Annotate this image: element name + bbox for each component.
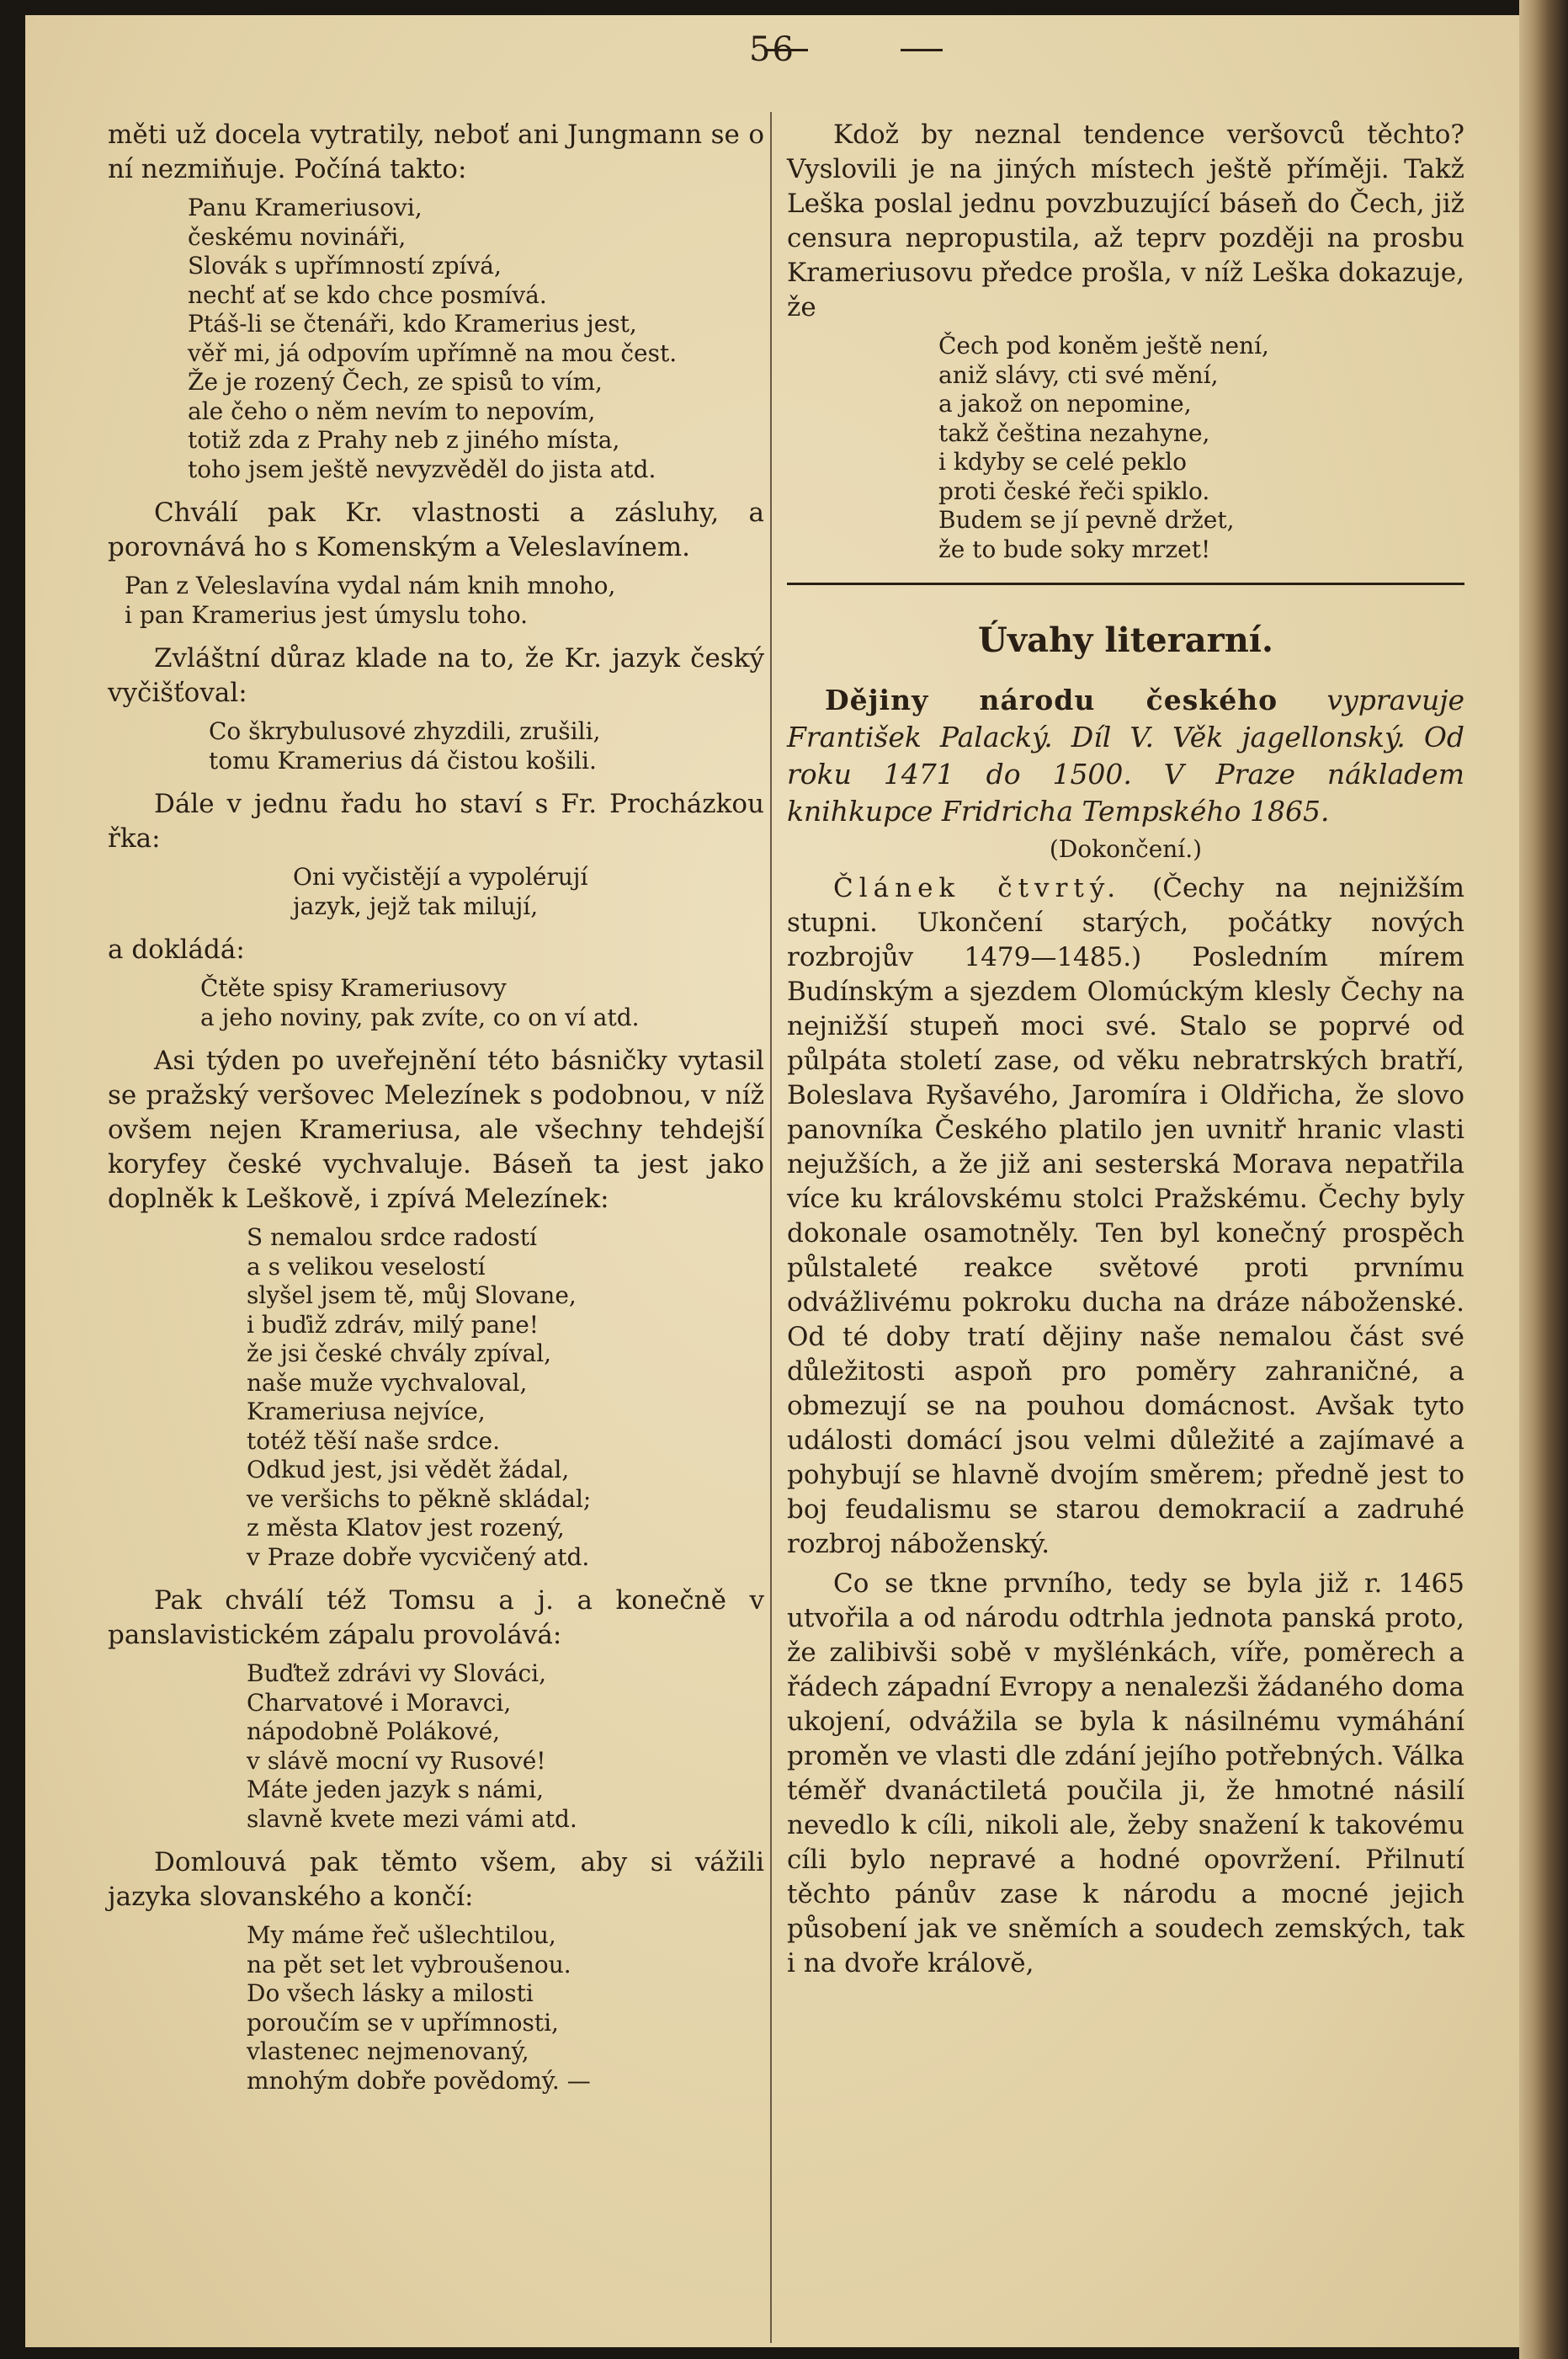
poem-line: i pan Kramerius jest úmyslu toho.: [125, 600, 529, 629]
page-number: 56: [749, 30, 795, 69]
poem-line: českému novináři,: [188, 222, 407, 251]
poem-line: Co škrybulusové zhyzdili, zrušili,: [209, 717, 601, 745]
paragraph-text: (Čechy na nejnižším stupni. Ukončení starých, počátky nových rozbrojův 1479—1485.) Posledním mírem Budínským a sjezdem Olomúckým klesly Čechy na nejnižší stupeň moci své. Stalo se poprvé od půlpáta století zase, od věku nebratrských bratří, Boleslava Ryšavého, Jaromíra i Oldřicha, že slovo panovníka Českého platilo jen uvnitř hranic vlasti nejužších, a že již ani sesterská Morava nepatřila více ku královskému stolci Pražskému. Čechy byly dokonale osamotněly. Ten byl konečný prospěch půlstaleté reakce světové proti prvnímu odvážlivému pokroku ducha na dráze náboženské. Od té doby tratí dějiny naše nemalou část své důležitosti aspoň pro poměry zahraničné, a obmezují se na pouhou domácnost. Avšak tyto události domácí jsou velmi důležité a zajímavé a pohybují se hlavně dvojím směrem; předně jest to boj feudalismu se starou demokracií a zadruhé rozbroj náboženský.: [787, 873, 1464, 1559]
poem-line: a s velikou veselostí: [247, 1252, 486, 1281]
poem-line: toho jsem ještě nevyzvěděl do jista atd.: [188, 455, 656, 483]
poem-line: nápodobně Polákové,: [247, 1717, 501, 1745]
page-edge-shadow: [1519, 0, 1568, 2359]
section-separator: [787, 583, 1464, 585]
poem-line: v Praze dobře vycvičený atd.: [247, 1542, 590, 1571]
paragraph: měti už docela vytratily, neboť ani Jungmann se o ní nezmiňuje. Počíná takto:: [108, 120, 764, 184]
poem-line: slyšel jsem tě, můj Slovane,: [247, 1281, 577, 1309]
poem-line: z města Klatov jest rozený,: [247, 1514, 565, 1542]
poem-line: Charvatové i Moravci,: [247, 1688, 512, 1717]
poem-line: věř mi, já odpovím upřímně na mou čest.: [188, 338, 678, 367]
paragraph: [787, 871, 1464, 1562]
poem-line: že jsi české chvály zpíval,: [247, 1339, 552, 1367]
poem: [247, 1921, 764, 2095]
poem-line: Čtěte spisy Krameriusovy: [200, 974, 507, 1002]
header-dash-right: [901, 49, 943, 51]
poem-line: Čech pod koněm ještě není,: [938, 332, 1269, 359]
poem: [200, 974, 764, 1032]
paragraph: Zvláštní důraz klade na to, že Kr. jazyk český vyčišťoval:: [108, 643, 764, 708]
book-title-rest: vypravuje František Palacký. Díl V. Věk jagellonský. Od roku 1471 do 1500. V Praze nákladem knihkupce Fridricha Tempského 1865.: [787, 684, 1464, 828]
poem-line: i kdyby se celé peklo: [938, 448, 1187, 476]
poem-line: nechť ať se kdo chce posmívá.: [188, 280, 547, 309]
paragraph: Kdož by neznal tendence veršovců těchto? Vyslovili je na jiných místech ještě příměji. Takž Leška poslal jednu povzbuzující báseň do Čech, již censura nepropustila, až teprv později na prosbu Krameriusovu předce prošla, v níž Leška dokazuje, že: [787, 120, 1464, 322]
poem-line: Pan z Veleslavína vydal nám knih mnoho,: [125, 572, 616, 599]
poem-line: slavně kvete mezi vámi atd.: [247, 1804, 577, 1833]
poem-line: a jakož on nepomine,: [938, 390, 1192, 418]
poem-line: poroučím se v upřímnosti,: [247, 2008, 559, 2037]
poem: [938, 332, 1464, 564]
poem-line: totéž těší naše srdce.: [247, 1426, 501, 1455]
poem: [247, 1223, 764, 1572]
newspaper-page: [25, 15, 1519, 2347]
article-label: Článek čtvrtý.: [833, 873, 1122, 903]
poem-line: na pět set let vybroušenou.: [247, 1950, 571, 1978]
poem-line: a jeho noviny, pak zvíte, co on ví atd.: [200, 1003, 640, 1031]
poem-line: Panu Krameriusovi,: [188, 194, 423, 221]
poem-line: My máme řeč ušlechtilou,: [247, 1921, 556, 1949]
book-title: [787, 682, 1464, 830]
poem: [293, 863, 764, 921]
poem: [125, 572, 764, 630]
poem-line: Že je rozený Čech, ze spisů to vím,: [188, 368, 603, 396]
poem-line: i buďiž zdráv, milý pane!: [247, 1310, 539, 1339]
paragraph: Chválí pak Kr. vlastnosti a zásluhy, a porovnává ho s Komenským a Veleslavínem.: [108, 498, 764, 562]
paragraph: Asi týden po uveřejnění této básničky vytasil se pražský veršovec Melezínek s podobnou, v níž ovšem nejen Krameriusa, ale všechny tehdejší koryfey české vychvaluje. Báseň ta jest jako doplněk k Leškově, i zpívá Melezínek:: [108, 1046, 764, 1214]
right-column: [787, 118, 1464, 1986]
paragraph: Pak chválí též Tomsu a j. a konečně v panslavistickém zápalu provolává:: [108, 1585, 764, 1650]
poem-line: jazyk, jejž tak milují,: [293, 892, 539, 920]
poem-line: Slovák s upřímností zpívá,: [188, 252, 502, 280]
column-divider: [770, 112, 772, 2343]
paragraph: Co se tkne prvního, tedy se byla již r. 1465 utvořila a od národu odtrhla jednota panská proto, že zalibivši sobě v myšlénkách, víře, poměrech a řádech západní Evropy a nenalezši žádaného doma ukojení, odvážila se byla k násilnému vymáhání proměn ve vlasti dle zdání jejího potřebných. Válka téměř dvanáctiletá poučila ji, že hmotné násilí nevedlo k cíli, nikoli ale, žeby snažení k takovému cíli bylo nepravé a hodné opovržení. Přilnutí těchto pánův zase k národu a mocné jejich působení jak ve sněmích a soudech zemských, tak i na dvoře královĕ,: [787, 1568, 1464, 1978]
poem: [247, 1659, 764, 1834]
poem-line: v slávě mocní vy Rusové!: [247, 1746, 546, 1775]
book-title-bold: Dějiny národu českého: [825, 684, 1278, 716]
poem-line: naše muže vychvaloval,: [247, 1368, 528, 1397]
poem-line: ale čeho o něm nevím to nepovím,: [188, 397, 596, 425]
poem-line: že to bude soky mrzet!: [938, 535, 1211, 563]
poem-line: Máte jeden jazyk s námi,: [247, 1776, 544, 1803]
poem-line: Odkud jest, jsi vědět žádal,: [247, 1456, 570, 1483]
paragraph: a dokládá:: [108, 935, 245, 965]
poem-line: totiž zda z Prahy neb z jiného místa,: [188, 426, 620, 454]
poem-line: aniž slávy, cti své mění,: [938, 360, 1219, 389]
continued-note: (Dokončení.): [1049, 835, 1203, 863]
poem-line: proti české řeči spiklo.: [938, 477, 1210, 505]
poem-line: Ptáš-li se čtenáři, kdo Kramerius jest,: [188, 310, 637, 338]
poem-line: vlastenec nejmenovaný,: [247, 2037, 529, 2065]
poem-line: tomu Kramerius dá čistou košili.: [209, 746, 597, 775]
poem-line: S nemalou srdce radostí: [247, 1223, 537, 1251]
poem-line: Oni vyčistějí a vypolérují: [293, 863, 588, 891]
poem-line: takž čeština nezahyne,: [938, 418, 1210, 447]
poem-line: Do všech lásky a milosti: [247, 1979, 534, 2007]
poem-line: Budem se jí pevně držet,: [938, 506, 1235, 534]
poem-line: mnohým dobře povědomý. —: [247, 2066, 591, 2095]
paragraph: Domlouvá pak těmto všem, aby si vážili jazyka slovanského a končí:: [108, 1847, 764, 1912]
section-title: Úvahy literarní.: [978, 620, 1273, 660]
left-column: [108, 118, 764, 2107]
poem-line: Krameriusa nejvíce,: [247, 1398, 486, 1425]
poem-line: Buďtež zdrávi vy Slováci,: [247, 1659, 547, 1687]
paragraph: Dále v jednu řadu ho staví s Fr. Procházkou řka:: [108, 789, 764, 854]
poem: [188, 194, 764, 484]
poem: [209, 717, 764, 775]
poem-line: ve veršichs to pěkně skládal;: [247, 1484, 592, 1513]
